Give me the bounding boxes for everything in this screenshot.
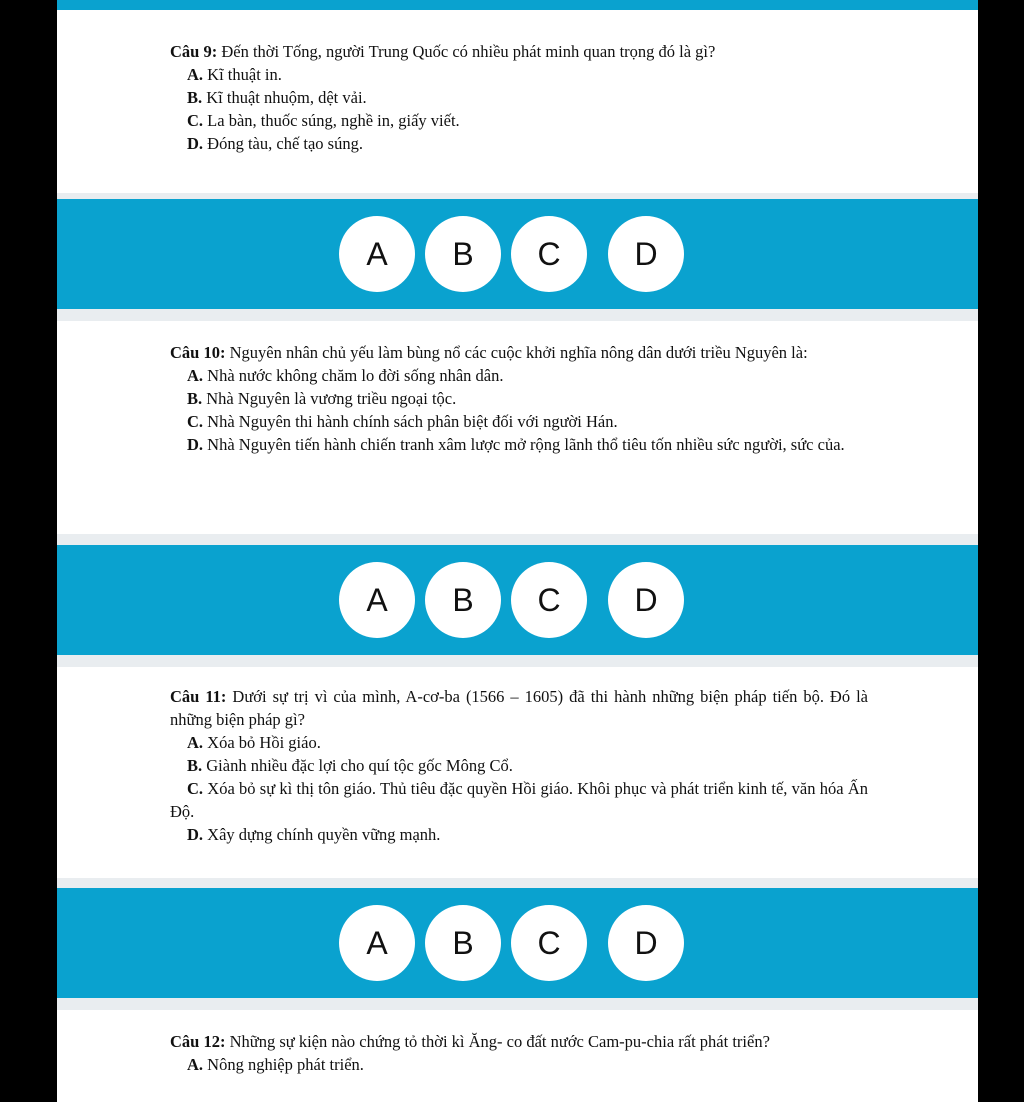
answer-c-button[interactable]: C [511, 905, 587, 981]
top-accent-bar [57, 0, 978, 10]
question-11 [57, 685, 978, 846]
worksheet-screen [57, 0, 978, 1102]
option-b: B. Kĩ thuật nhuộm, dệt vải. [187, 88, 367, 107]
option-d: D. Nhà Nguyên tiến hành chiến tranh xâm lược mở rộng lãnh thổ tiêu tốn nhiều sức người, sức của. [187, 435, 845, 454]
question-text: Câu 9: Đến thời Tống, người Trung Quốc có nhiều phát minh quan trọng đó là gì? [170, 42, 716, 61]
divider [57, 534, 978, 545]
option-a: A. Nông nghiệp phát triển. [187, 1055, 364, 1074]
answer-d-button[interactable]: D [608, 216, 684, 292]
question-12 [57, 1030, 978, 1076]
answer-bar-question-11 [57, 888, 978, 998]
option-a: A. Nhà nước không chăm lo đời sống nhân dân. [187, 366, 504, 385]
answer-c-button[interactable]: C [511, 216, 587, 292]
question-9 [57, 40, 978, 155]
answer-c-button[interactable]: C [511, 562, 587, 638]
option-d: D. Đóng tàu, chế tạo súng. [187, 134, 363, 153]
divider [57, 655, 978, 667]
answer-b-button[interactable]: B [425, 216, 501, 292]
question-10 [57, 341, 978, 456]
option-c: C. Nhà Nguyên thi hành chính sách phân biệt đối với người Hán. [187, 412, 618, 431]
answer-b-button[interactable]: B [425, 905, 501, 981]
answer-a-button[interactable]: A [339, 905, 415, 981]
option-d: D. Xây dựng chính quyền vững mạnh. [187, 825, 441, 844]
option-b: B. Nhà Nguyên là vương triều ngoại tộc. [187, 389, 457, 408]
option-a: A. Kĩ thuật in. [187, 65, 282, 84]
answer-a-button[interactable]: A [339, 562, 415, 638]
question-text: Câu 10: Nguyên nhân chủ yếu làm bùng nổ các cuộc khởi nghĩa nông dân dưới triều Nguyên là: [170, 343, 808, 362]
divider [57, 998, 978, 1010]
option-c: C. La bàn, thuốc súng, nghề in, giấy viết. [187, 111, 460, 130]
divider [57, 878, 978, 888]
divider [57, 309, 978, 321]
question-text: Câu 11: Dưới sự trị vì của mình, A-cơ-ba (1566 – 1605) đã thi hành những biện pháp tiến bộ. Đó là những biện pháp gì? [170, 687, 868, 729]
answer-d-button[interactable]: D [608, 562, 684, 638]
option-a: A. Xóa bỏ Hồi giáo. [187, 733, 321, 752]
option-c: C. Xóa bỏ sự kì thị tôn giáo. Thủ tiêu đặc quyền Hồi giáo. Khôi phục và phát triển kinh tế, văn hóa Ấn Độ. [170, 779, 868, 821]
answer-a-button[interactable]: A [339, 216, 415, 292]
question-text: Câu 12: Những sự kiện nào chứng tỏ thời kì Ăng- co đất nước Cam-pu-chia rất phát triển? [170, 1032, 770, 1051]
answer-d-button[interactable]: D [608, 905, 684, 981]
answer-bar-question-10 [57, 545, 978, 655]
option-b: B. Giành nhiều đặc lợi cho quí tộc gốc Mông Cổ. [187, 756, 513, 775]
answer-bar-question-9 [57, 199, 978, 309]
answer-b-button[interactable]: B [425, 562, 501, 638]
